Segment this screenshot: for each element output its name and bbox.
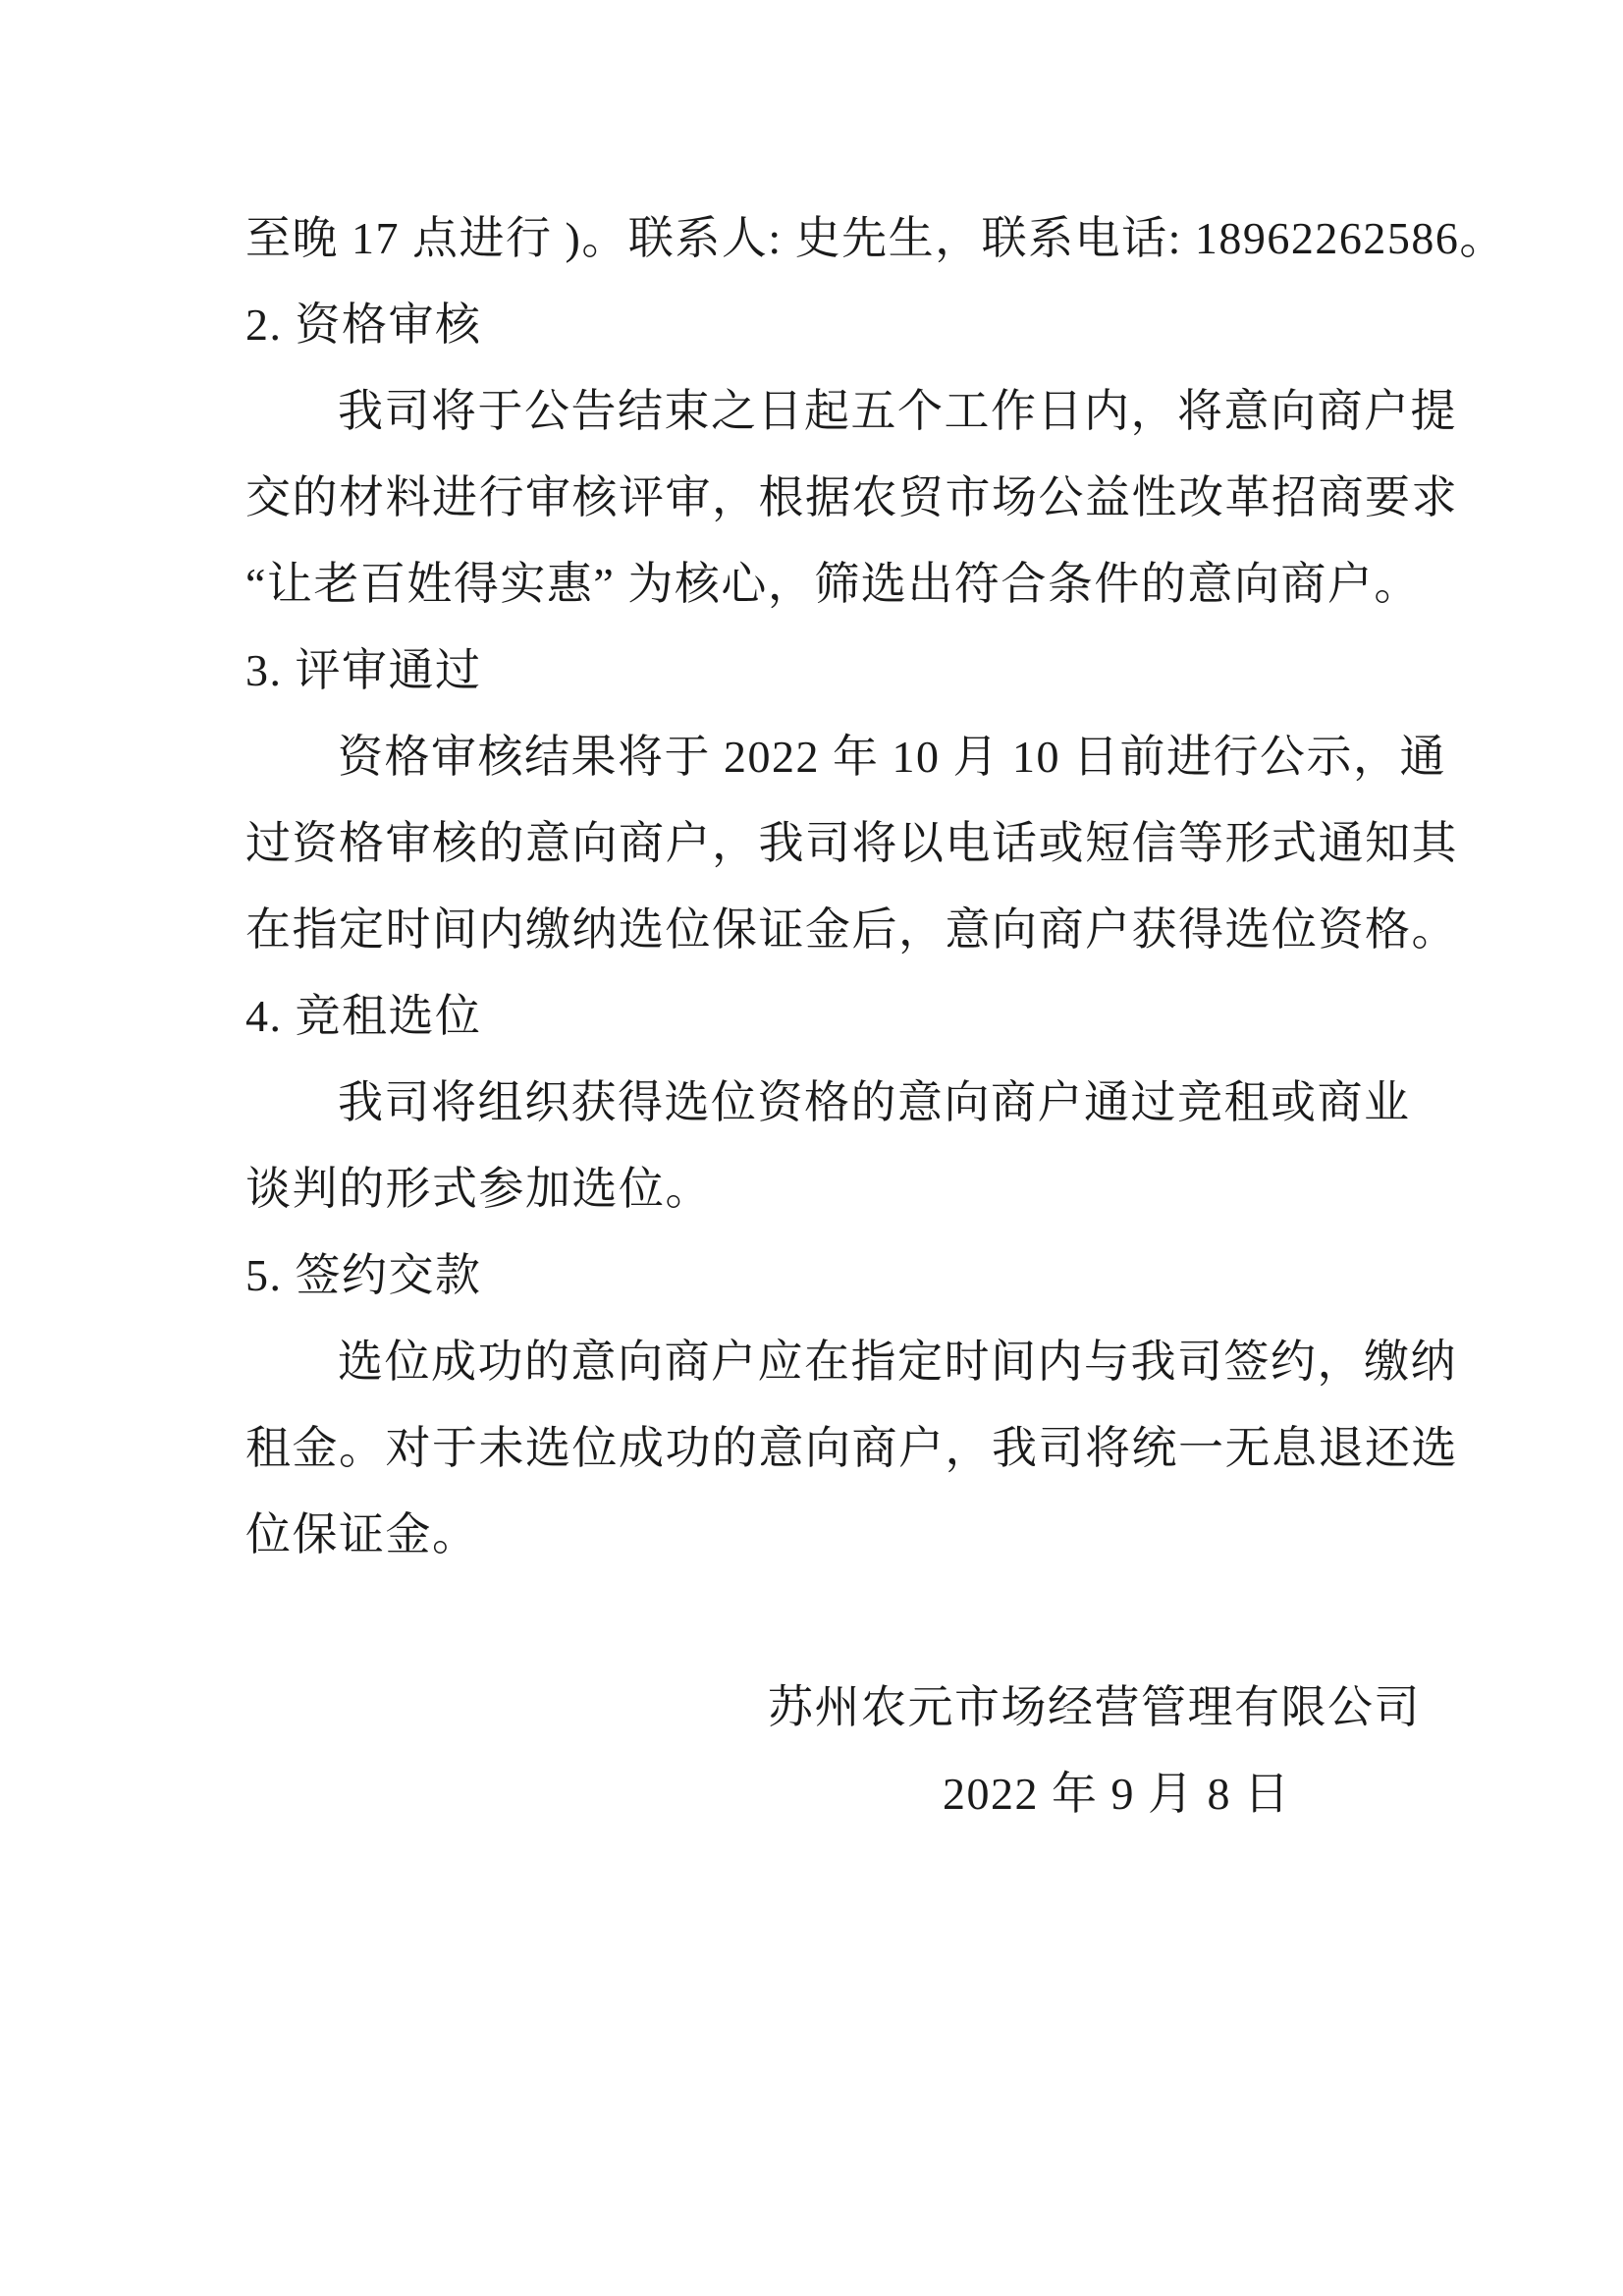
section-heading-2: 2. 资格审核 [245,300,482,350]
section-heading-5: 5. 签约交款 [245,1250,482,1300]
paragraph-first-line: 我司将组织获得选位资格的意向商户通过竞租或商业 [338,1077,1411,1127]
document-body [245,195,1506,1837]
body-line: 在指定时间内缴纳选位保证金后，意向商户获得选位资格。 [245,904,1458,955]
section-heading-3: 3. 评审通过 [245,645,482,695]
section-heading-4: 4. 竞租选位 [245,991,482,1041]
body-line: 谈判的形式参加选位。 [245,1164,712,1214]
body-line: 过资格审核的意向商户，我司将以电话或短信等形式通知其 [245,818,1458,868]
paragraph-first-line: 资格审核结果将于 2022 年 10 月 10 日前进行公示，通 [338,732,1446,782]
signature-date: 2022 年 9 月 8 日 [943,1769,1291,1819]
body-line-continuation: 至晚 17 点进行 )。联系人: 史先生，联系电话: 18962262586。 [245,213,1506,263]
body-line: 位保证金。 [245,1509,479,1559]
blank-line [245,1578,1483,1665]
body-line: 租金。对于未选位成功的意向商户，我司将统一无息退还选 [245,1423,1458,1473]
body-line: “让老百姓得实惠” 为核心，筛选出符合条件的意向商户。 [245,559,1421,609]
paragraph-first-line: 选位成功的意向商户应在指定时间内与我司签约，缴纳 [338,1337,1457,1387]
paragraph-first-line: 我司将于公告结束之日起五个工作日内，将意向商户提 [338,386,1457,436]
signature-company-name: 苏州农元市场经营管理有限公司 [768,1682,1421,1732]
body-line: 交的材料进行审核评审，根据农贸市场公益性改革招商要求 [245,472,1458,522]
